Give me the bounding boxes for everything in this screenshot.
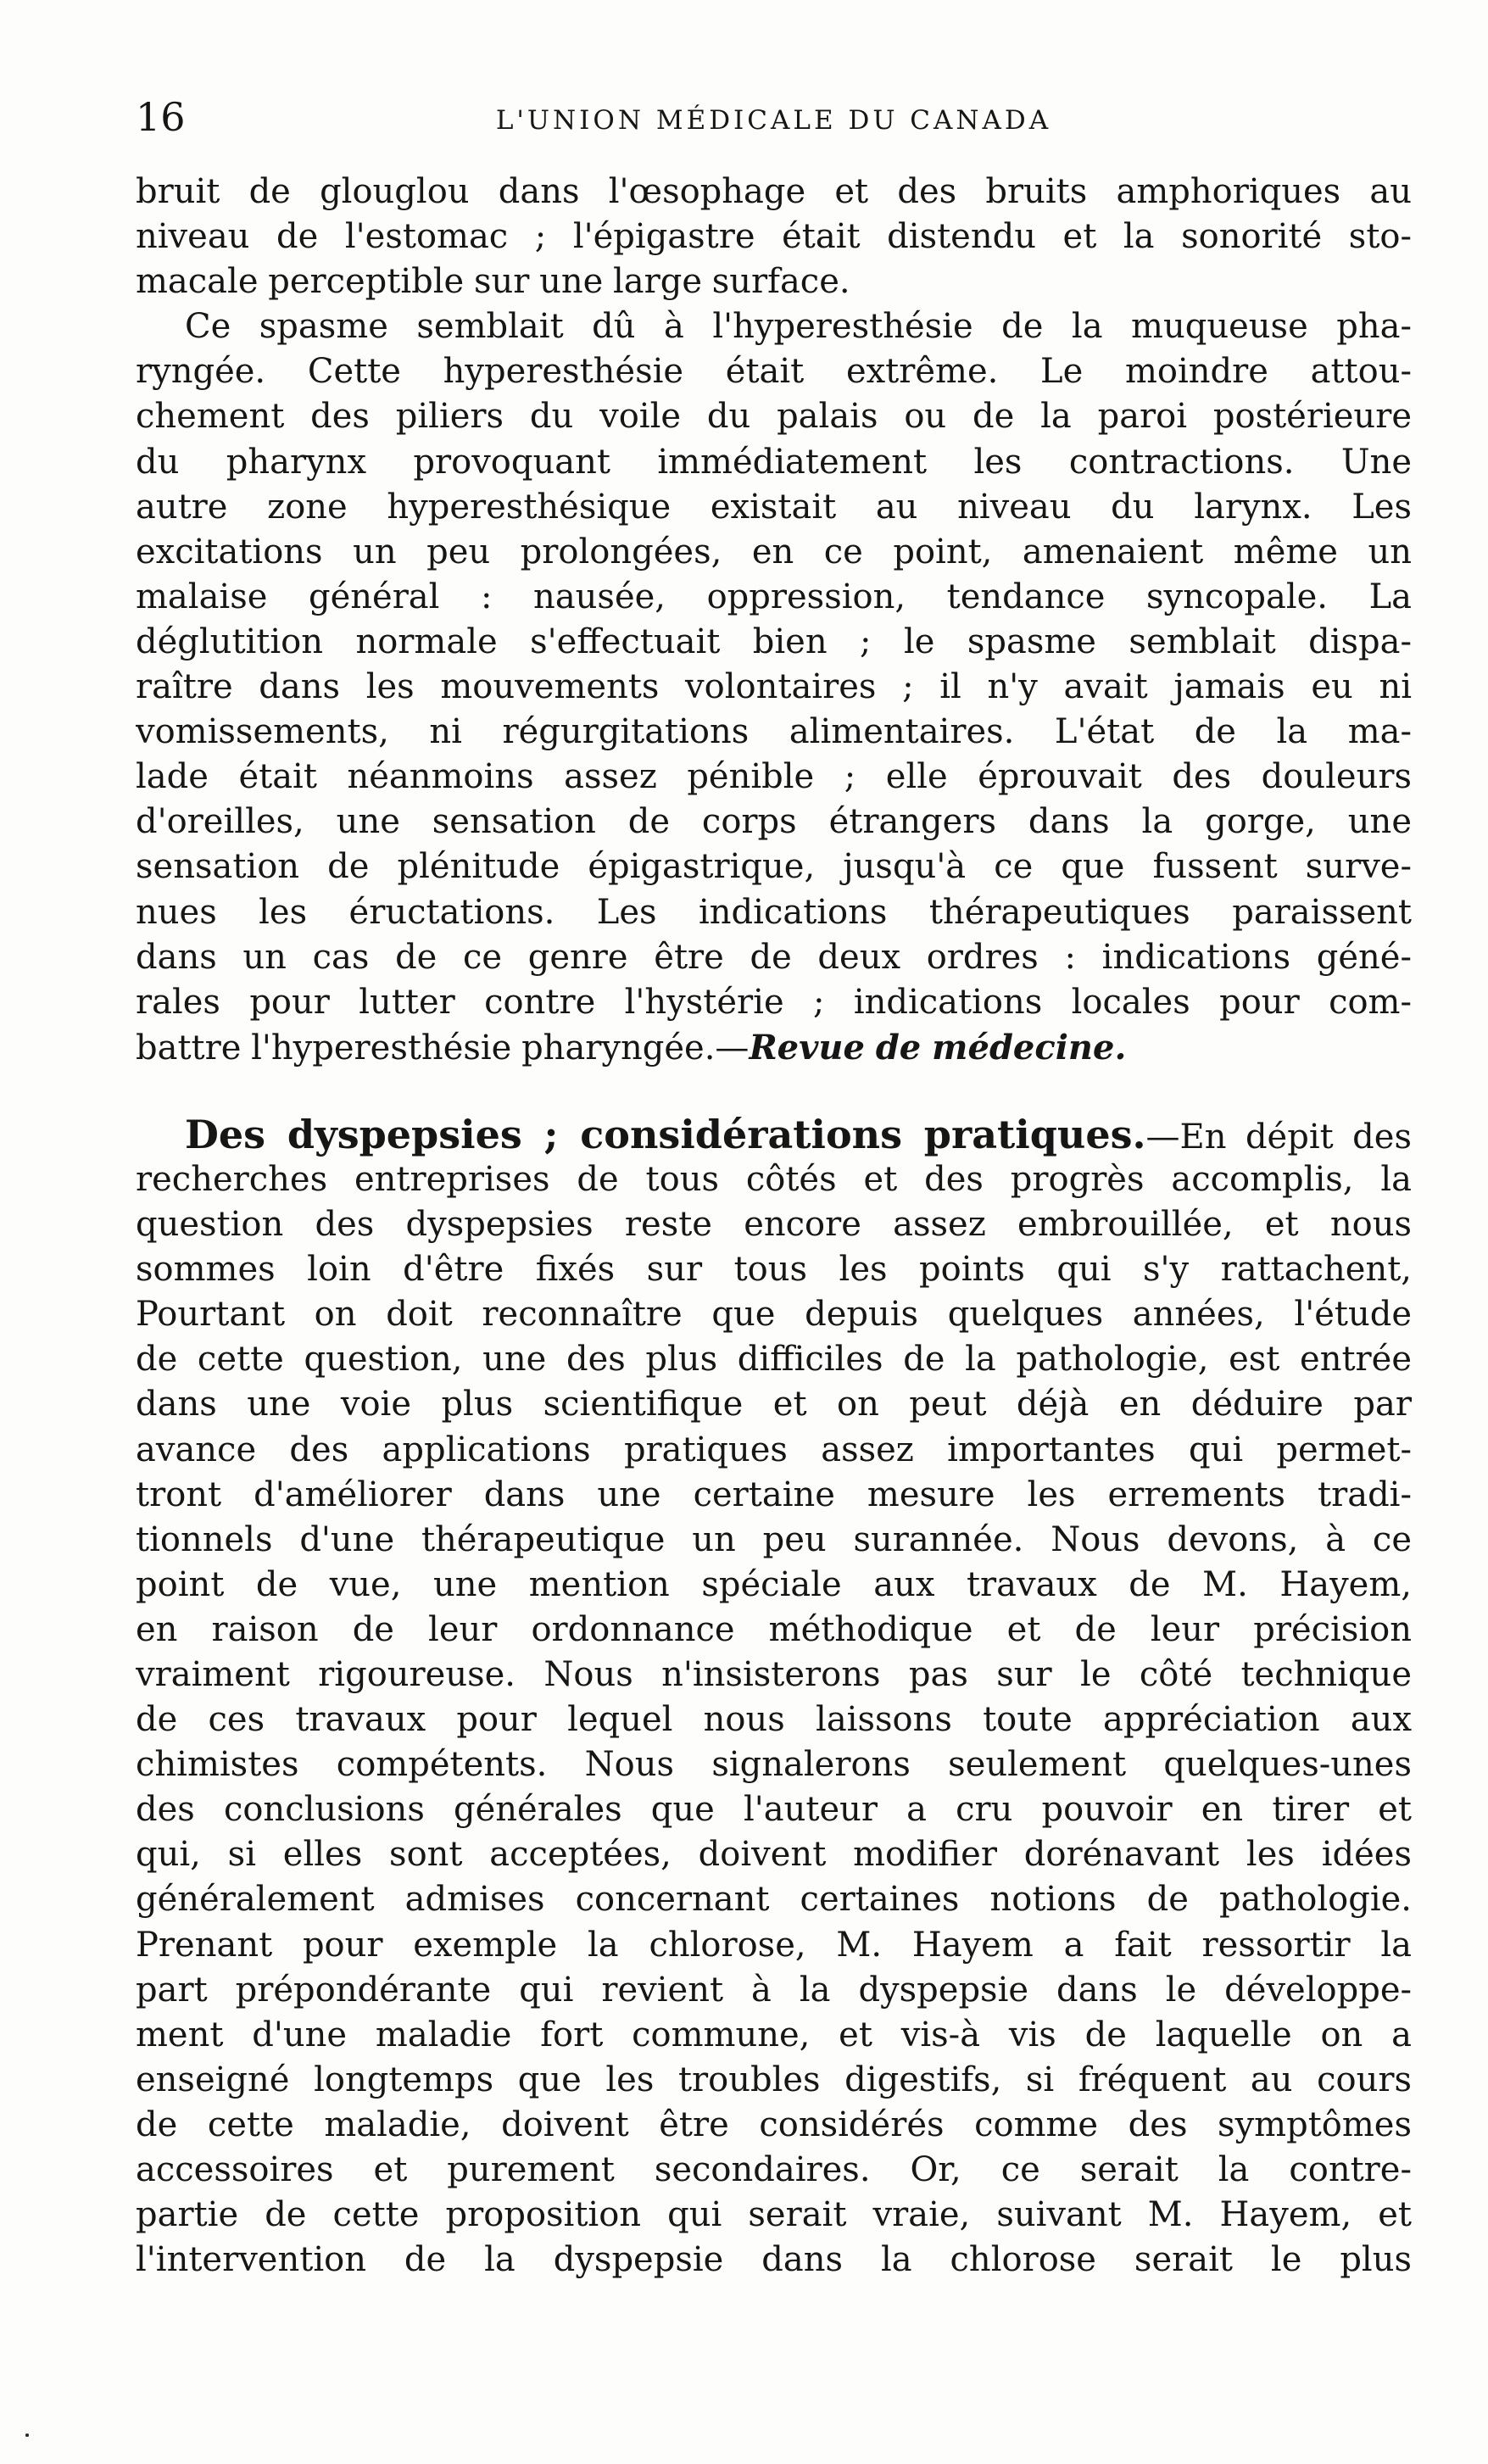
text-line: lade était néanmoins assez pénible ; elle éprouvait des douleurs [136,757,1412,797]
text-line: en raison de leur ordonnance méthodique et de leur précision [136,1609,1412,1649]
text-line: vomissements, ni régurgitations alimentaires. L'état de la ma- [136,712,1412,752]
article-heading: Des dyspepsies ; considérations pratiques. [185,1112,1146,1157]
source-citation: Revue de médecine. [749,1027,1127,1068]
paragraph-spasme [136,304,1412,1070]
text-line: généralement admises concernant certaines notions de pathologie. [136,1880,1412,1920]
text-line: de ces travaux pour lequel nous laissons toute appréciation aux [136,1700,1412,1740]
section-gap [136,1070,1412,1112]
text-line: tionnels d'une thérapeutique un peu surannée. Nous devons, à ce [136,1519,1412,1559]
running-title: L'UNION MÉDICALE DU CANADA [495,105,1052,136]
text-line: sensation de plénitude épigastrique, jusqu'à ce que fussent surve- [136,847,1412,887]
text-line: partie de cette proposition qui serait vraie, suivant M. Hayem, et [136,2195,1412,2235]
text-line: avance des applications pratiques assez importantes qui permet- [136,1430,1412,1469]
text-line: dans une voie plus scientifique et on peut déjà en déduire par [136,1385,1412,1424]
text-line: autre zone hyperesthésique existait au niveau du larynx. Les [136,487,1412,527]
text-line: vraiment rigoureuse. Nous n'insisterons pas sur le côté technique [136,1655,1412,1694]
page-number: 16 [136,94,186,140]
text-line: d'oreilles, une sensation de corps étrangers dans la gorge, une [136,802,1412,842]
text-line: l'intervention de la dyspepsie dans la chlorose serait le plus [136,2240,1412,2280]
text-line: déglutition normale s'effectuait bien ; le spasme semblait dispa- [136,622,1412,661]
page-header [136,92,1412,142]
text-line: qui, si elles sont acceptées, doivent modifier dorénavant les idées [136,1835,1412,1875]
text-line: Prenant pour exemple la chlorose, M. Hayem a fait ressortir la [136,1925,1412,1965]
text-line: ryngée. Cette hyperesthésie était extrême. Le moindre attou- [136,352,1412,392]
text-line: bruit de glouglou dans l'œsophage et des bruits amphoriques au [136,172,1412,211]
article-first-line [136,1112,1412,1157]
text-line: dans un cas de ce genre être de deux ordres : indications géné- [136,937,1412,977]
body-text [136,170,1412,2283]
text-line: malaise général : nausée, oppression, tendance syncopale. La [136,577,1412,616]
text-line: nues les éructations. Les indications thérapeutiques paraissent [136,892,1412,932]
text-line: de cette maladie, doivent être considérés comme des symptômes [136,2104,1412,2144]
text-line: battre l'hyperesthésie pharyngée.— [136,1028,750,1068]
text-line: accessoires et purement secondaires. Or, ce serait la contre- [136,2150,1412,2190]
text-line: du pharynx provoquant immédiatement les contractions. Une [136,442,1412,482]
text-line: enseigné longtemps que les troubles digestifs, si fréquent au cours [136,2060,1412,2099]
text-line: de cette question, une des plus difficiles de la pathologie, est entrée [136,1340,1412,1380]
paragraph-continuation [136,170,1412,304]
text-line: point de vue, une mention spéciale aux travaux de M. Hayem, [136,1564,1412,1604]
text-line: rales pour lutter contre l'hystérie ; indications locales pour com- [136,982,1412,1022]
text-line: ment d'une maladie fort commune, et vis-à vis de laquelle on a [136,2015,1412,2054]
text-line: part prépondérante qui revient à la dyspepsie dans le développe- [136,1970,1412,2010]
text-line: niveau de l'estomac ; l'épigastre était distendu et la sonorité sto- [136,217,1412,257]
text-line: excitations un peu prolongées, en ce point, amenaient même un [136,532,1412,571]
text-line-with-source [136,1025,1412,1070]
text-line: Pourtant on doit reconnaître que depuis quelques années, l'étude [136,1295,1412,1335]
text-line: Ce spasme semblait dû à l'hyperesthésie de la muqueuse pha- [185,307,1412,347]
text-line: recherches entreprises de tous côtés et des progrès accomplis, la [136,1159,1412,1199]
text-line: chimistes compétents. Nous signalerons seulement quelques-unes [136,1745,1412,1785]
text-line: raître dans les mouvements volontaires ; il n'y avait jamais eu ni [136,667,1412,707]
text-line: chement des piliers du voile du palais ou de la paroi postérieure [136,397,1412,437]
article-first-line-rest: —En dépit des [1145,1117,1412,1157]
text-line: macale perceptible sur une large surface. [136,262,850,302]
scan-speck [25,2433,29,2437]
article-dyspepsies [136,1112,1412,2283]
text-line: tront d'améliorer dans une certaine mesure les errements tradi- [136,1474,1412,1514]
text-line: des conclusions générales que l'auteur a cru pouvoir en tirer et [136,1790,1412,1830]
text-line: sommes loin d'être fixés sur tous les points qui s'y rattachent, [136,1250,1412,1290]
text-line: question des dyspepsies reste encore assez embrouillée, et nous [136,1205,1412,1245]
